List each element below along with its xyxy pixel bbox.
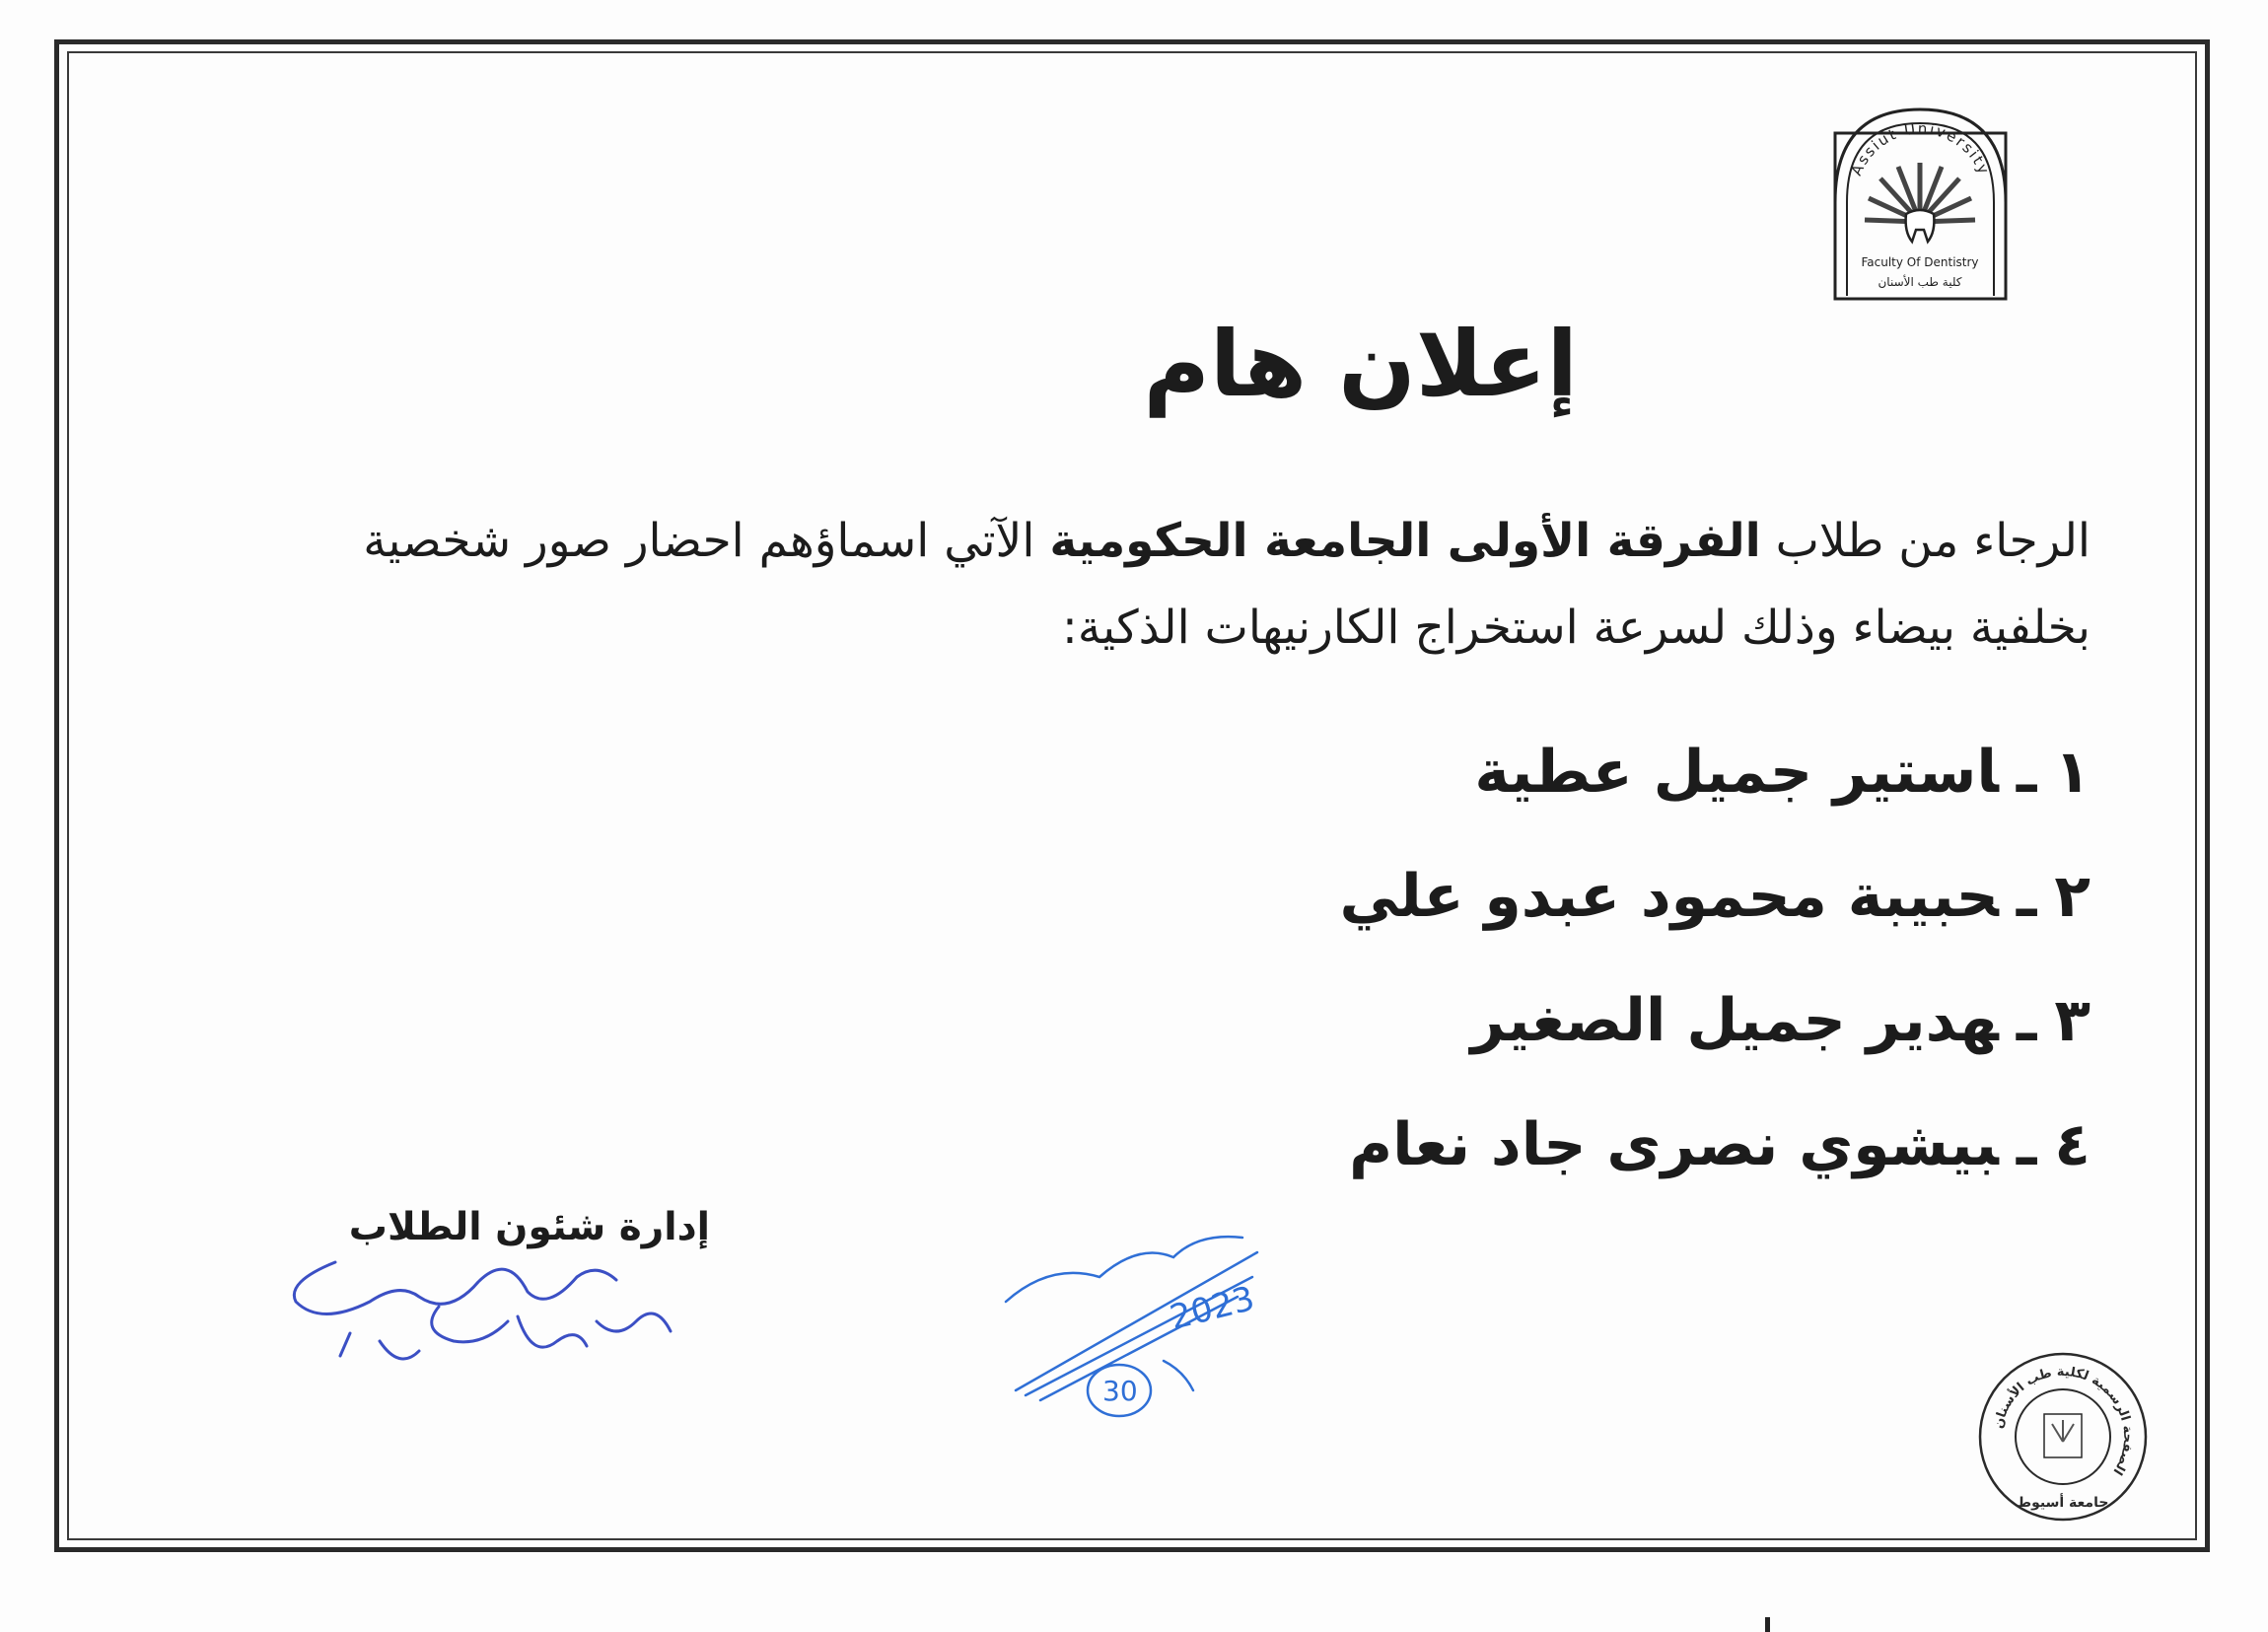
item-number: ٣ bbox=[2054, 986, 2091, 1055]
page-edge-mark bbox=[1765, 1617, 1770, 1632]
handwritten-date-note bbox=[1001, 1223, 1277, 1430]
issuing-office: إدارة شئون الطلاب bbox=[348, 1205, 710, 1249]
announcement-body bbox=[286, 498, 2091, 672]
svg-text:كلية طب الأسنان: كلية طب الأسنان bbox=[1878, 275, 1962, 289]
svg-text:2023: 2023 bbox=[1166, 1278, 1259, 1338]
student-name: بيشوي نصرى جاد نعام bbox=[1349, 1110, 1999, 1179]
faculty-logo bbox=[1829, 104, 2012, 306]
handwritten-signature bbox=[281, 1223, 675, 1381]
list-item bbox=[809, 710, 2091, 834]
body-part-2: الآتي اسماؤهم احضار صور شخصية بخلفية بيضاء وذلك لسرعة استخراج الكارنيهات الذكية: bbox=[363, 514, 2091, 655]
item-separator: ـ bbox=[2016, 1110, 2037, 1179]
student-name: حبيبة محمود عبدو علي bbox=[1339, 862, 1999, 931]
item-separator: ـ bbox=[2016, 862, 2037, 931]
svg-text:Assiut University: Assiut University bbox=[1847, 119, 1994, 178]
item-separator: ـ bbox=[2016, 738, 2037, 807]
body-part-1: الرجاء من طلاب bbox=[1775, 514, 2091, 568]
svg-text:جامعة أسيوط: جامعة أسيوط bbox=[2017, 1495, 2109, 1511]
item-number: ١ bbox=[2054, 738, 2091, 807]
official-stamp bbox=[1977, 1351, 2150, 1524]
item-number: ٤ bbox=[2054, 1110, 2091, 1179]
body-emphasis: الفرقة الأولى الجامعة الحكومية bbox=[1049, 514, 1761, 568]
announcement-title: إعلان هام bbox=[1143, 312, 1578, 417]
list-item bbox=[809, 834, 2091, 958]
svg-text:الصفحة الرسمية لكلية طب الأسنا: الصفحة الرسمية لكلية طب الأسنان bbox=[1991, 1364, 2136, 1478]
student-name: هدير جميل الصغير bbox=[1470, 986, 1999, 1055]
student-name: استير جميل عطية bbox=[1474, 738, 1999, 807]
svg-text:30: 30 bbox=[1102, 1375, 1138, 1407]
list-item bbox=[809, 1083, 2091, 1207]
svg-text:Faculty Of Dentistry: Faculty Of Dentistry bbox=[1861, 255, 1979, 269]
list-item bbox=[809, 958, 2091, 1083]
item-separator: ـ bbox=[2016, 986, 2037, 1055]
item-number: ٢ bbox=[2054, 862, 2091, 931]
student-list bbox=[809, 710, 2091, 1207]
